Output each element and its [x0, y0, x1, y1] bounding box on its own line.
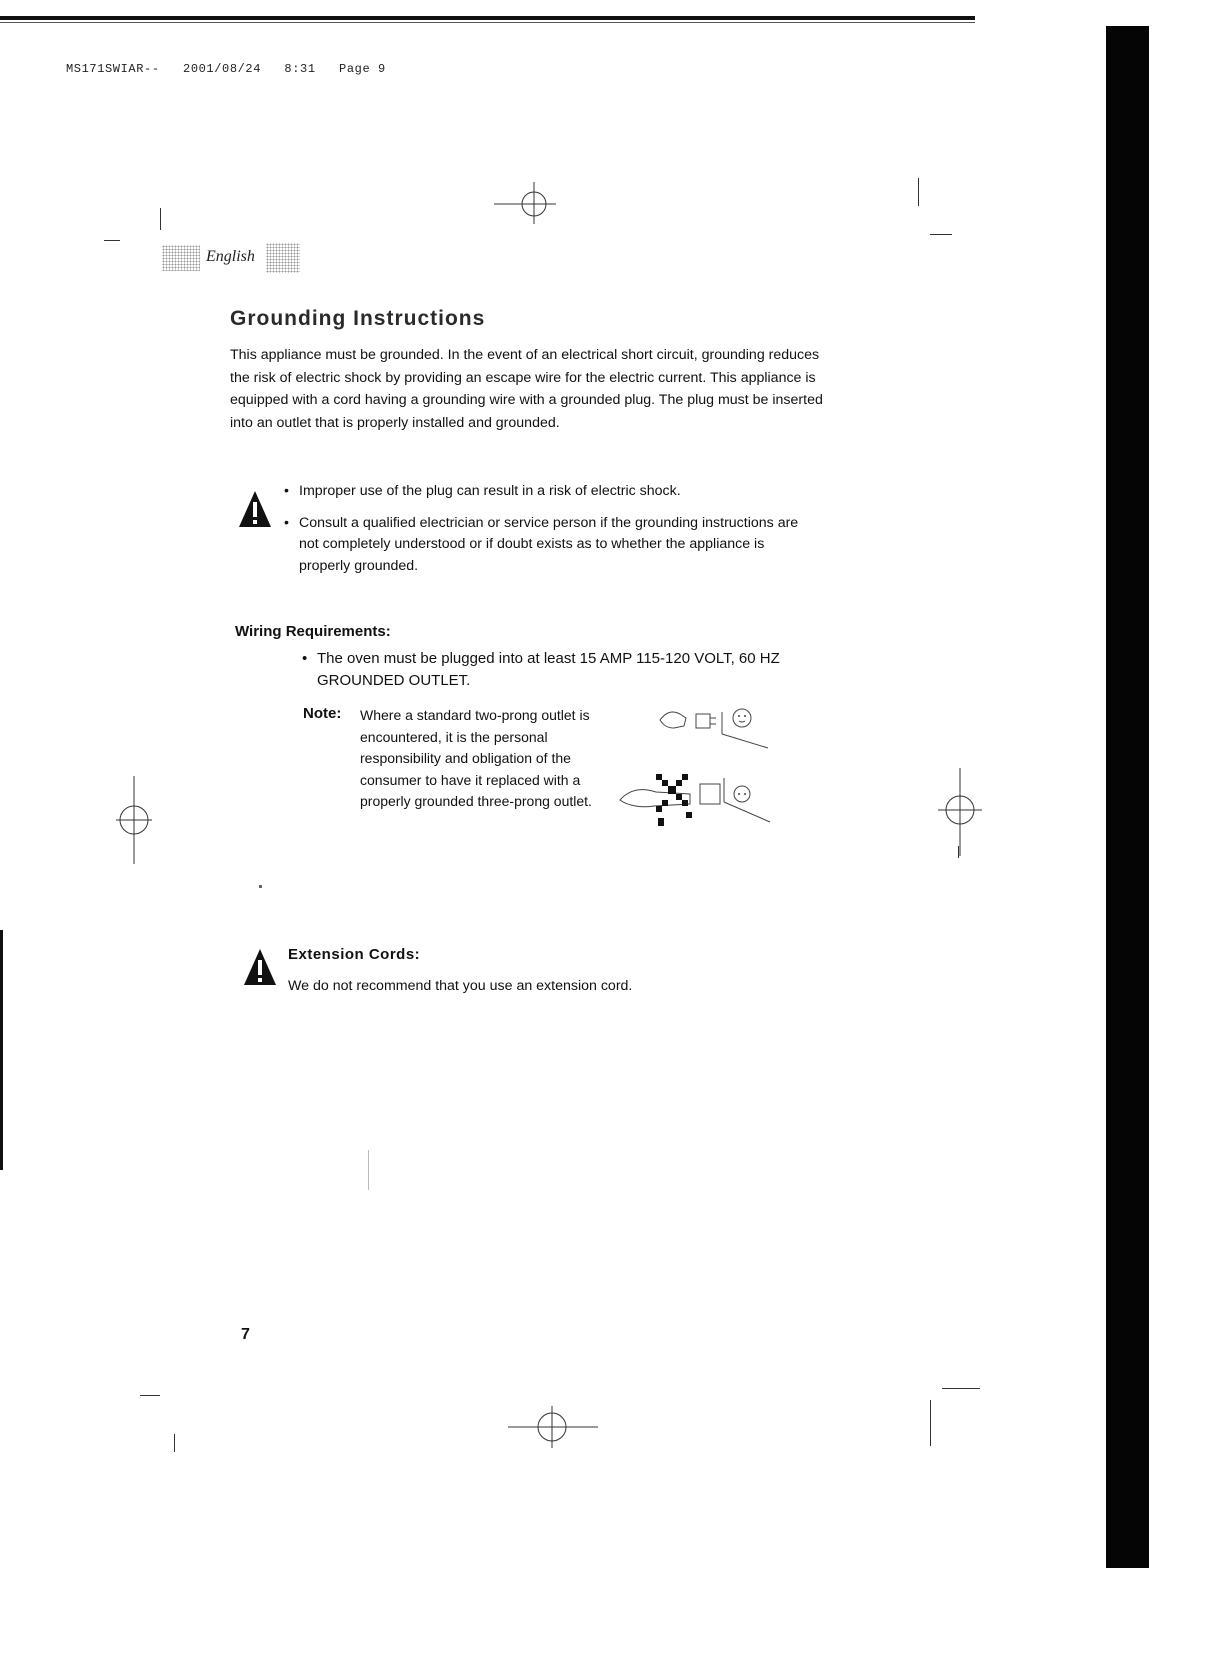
outlet-icon [734, 786, 750, 802]
wiring-heading: Wiring Requirements: [235, 623, 391, 640]
print-header: MS171SWIAR-- 2001/08/24 8:31 Page 9 [66, 62, 386, 76]
scan-right-edge [1106, 26, 1149, 1568]
extension-heading: Extension Cords: [288, 946, 421, 963]
crop-mark [104, 240, 120, 241]
registration-mark-bottom [506, 1404, 600, 1450]
wiring-list [302, 648, 842, 692]
plug-outlet-illustration [606, 698, 776, 838]
crop-mark [930, 234, 952, 235]
registration-mark-left [114, 774, 154, 866]
halftone-pattern [162, 245, 200, 271]
warning-triangle-icon [243, 948, 277, 986]
crop-mark [174, 1434, 175, 1452]
crop-mark [958, 846, 959, 858]
crop-mark [160, 208, 161, 230]
scan-top-rule-thin [0, 22, 975, 23]
extension-text: We do not recommend that you use an extension cord. [288, 978, 633, 994]
note-label: Note: [303, 705, 342, 722]
grounded-plug-icon [660, 712, 768, 748]
scan-speck [259, 885, 262, 888]
scan-left-edge [0, 930, 3, 1170]
warning-list [284, 481, 804, 587]
registration-mark-right [936, 766, 984, 858]
warning-item: • Improper use of the plug can result in a risk of electric shock. [284, 481, 804, 503]
scan-top-rule [0, 16, 975, 20]
outlet-icon [733, 709, 751, 727]
registration-mark-top [492, 180, 562, 226]
crop-mark [140, 1395, 160, 1396]
page-number: 7 [241, 1326, 250, 1343]
halftone-pattern [266, 243, 300, 273]
intro-paragraph: This appliance must be grounded. In the event of an electrical short circuit, grounding reduces the risk of electric shock by providing an escape wire for the electric current. This appliance is equipped with a cord having a grounding wire with a grounded plug. The plug must be inserted into an outlet that is properly installed and grounded. [230, 347, 823, 431]
crop-mark [930, 1400, 931, 1446]
prohibited-x-icon [656, 774, 692, 826]
warning-item: • Consult a qualified electrician or service person if the grounding instructions are not completely understood or if doubt exists as to whether the appliance is properly grounded. [284, 513, 804, 578]
section-title: Grounding Instructions [230, 307, 486, 330]
scan-speck [368, 1150, 369, 1190]
language-label: English [206, 248, 255, 265]
crop-mark [942, 1388, 980, 1389]
language-tag [162, 241, 302, 275]
crop-mark [918, 178, 919, 206]
note-text: Where a standard two-prong outlet is encountered, it is the personal responsibility and obligation of the consumer to have it replaced with a properly grounded three-prong outlet. [360, 707, 592, 809]
warning-triangle-icon [238, 490, 272, 528]
wiring-item: • The oven must be plugged into at least 15 AMP 115-120 VOLT, 60 HZ GROUNDED OUTLET. [302, 648, 842, 692]
